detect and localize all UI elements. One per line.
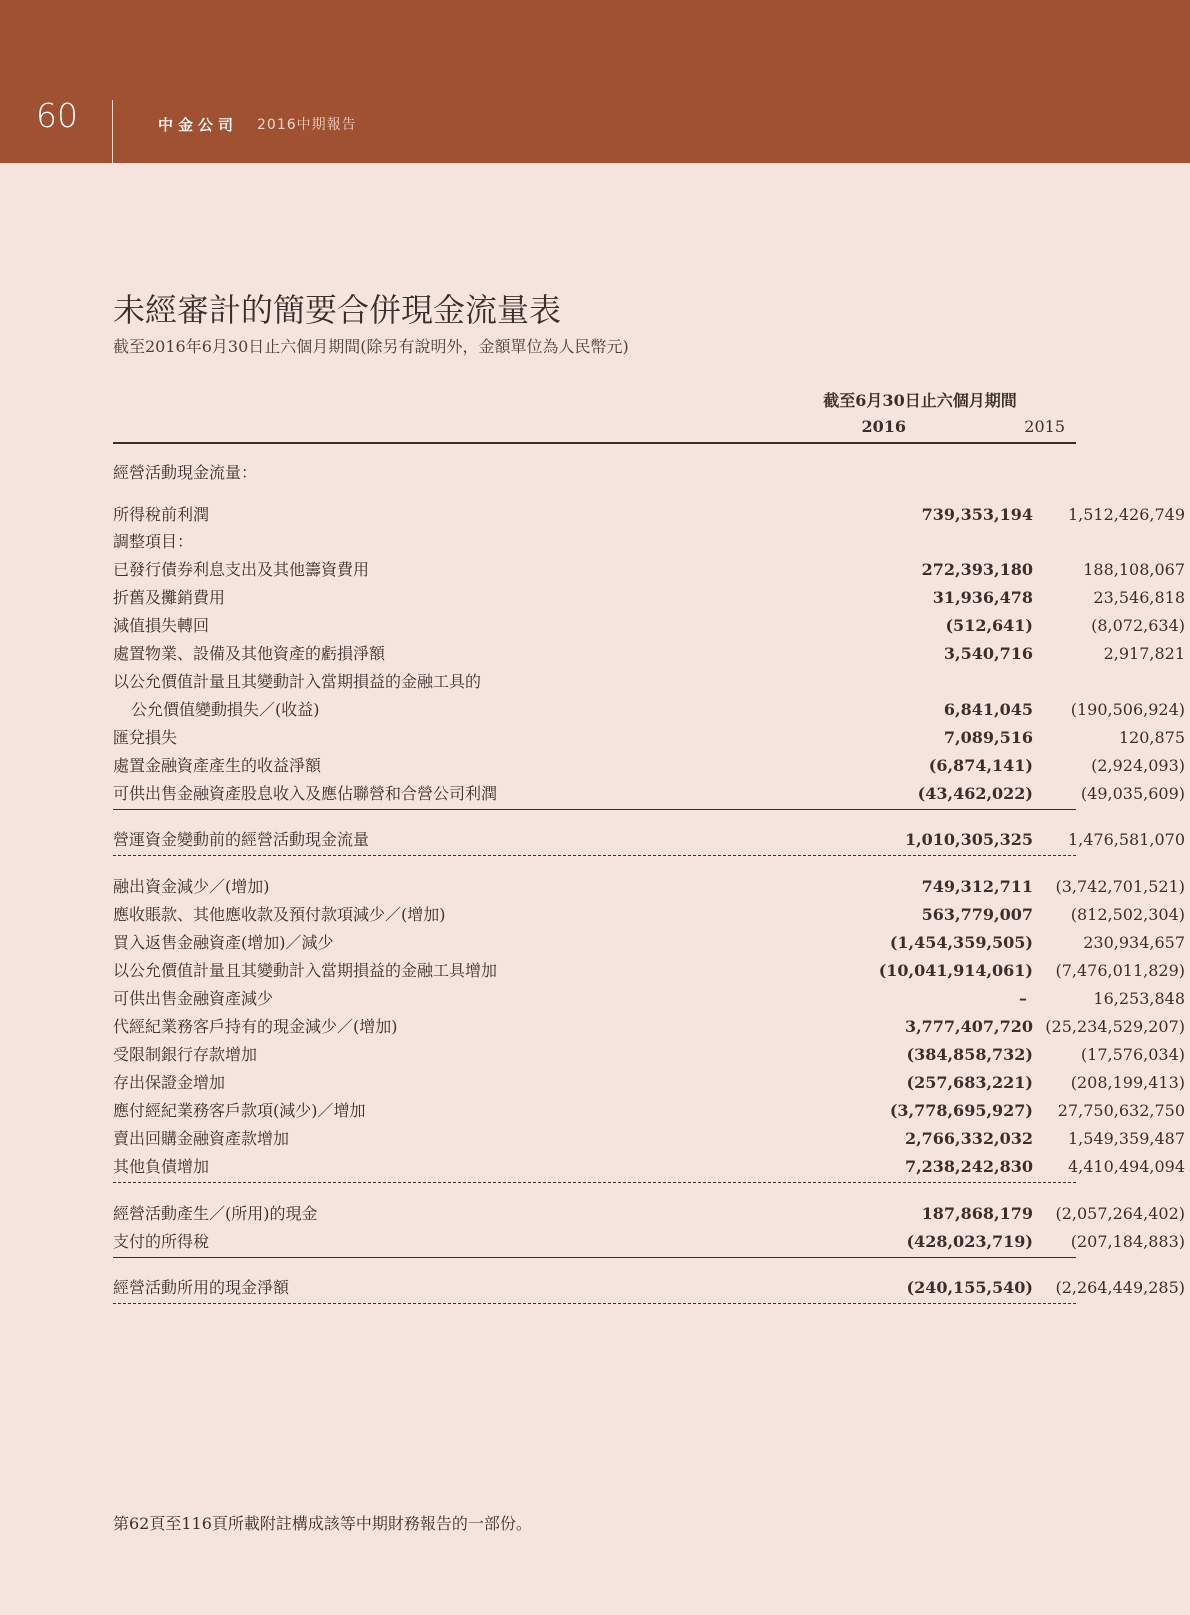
value-2015: 120,875 <box>1118 728 1185 747</box>
table-row <box>113 753 1185 779</box>
value-2015: 27,750,632,750 <box>1057 1101 1185 1120</box>
subtotal-rule <box>113 1257 1076 1258</box>
table-row <box>113 529 1076 555</box>
footnote: 第62頁至116頁所載附註構成該等中期財務報告的一部份。 <box>113 1514 532 1533</box>
page-title: 未經審計的簡要合併現金流量表 <box>113 291 562 329</box>
value-2015: (208,199,413) <box>1070 1073 1185 1092</box>
value-2016: 31,936,478 <box>932 588 1033 607</box>
value-2015: 23,546,818 <box>1093 588 1185 607</box>
value-2015: (25,234,529,207) <box>1045 1017 1185 1036</box>
row-label: 存出保證金增加 <box>113 1073 226 1092</box>
table-row <box>113 1201 1185 1227</box>
value-2015: 1,512,426,749 <box>1067 505 1185 524</box>
value-2015: (7,476,011,829) <box>1055 961 1185 980</box>
table-row <box>113 827 1185 853</box>
value-2016: 739,353,194 <box>921 505 1033 524</box>
row-label: 處置金融資產產生的收益淨額 <box>113 756 322 775</box>
dashed-rule <box>113 855 1076 856</box>
row-label: 減值損失轉回 <box>113 616 210 635</box>
table-row <box>113 460 1076 486</box>
value-2015: 230,934,657 <box>1083 933 1185 952</box>
value-2016: 7,238,242,830 <box>904 1157 1033 1176</box>
value-2016: 3,540,716 <box>943 644 1033 663</box>
value-2016: (3,778,695,927) <box>889 1101 1033 1120</box>
row-label: 經營活動現金流量： <box>113 463 258 482</box>
column-header-2016: 2016 <box>861 417 906 436</box>
row-label: 調整項目： <box>113 532 194 551</box>
table-row <box>113 986 1185 1012</box>
value-2015: (2,057,264,402) <box>1055 1204 1185 1223</box>
value-2016: 3,777,407,720 <box>904 1017 1033 1036</box>
value-2016: (257,683,221) <box>906 1073 1033 1092</box>
value-2015: 4,410,494,094 <box>1067 1157 1185 1176</box>
table-row <box>113 1126 1185 1152</box>
value-2016: (10,041,914,061) <box>878 961 1033 980</box>
value-2016: (43,462,022) <box>917 784 1033 803</box>
row-label: 處置物業、設備及其他資產的虧損淨額 <box>113 644 386 663</box>
value-2015: (49,035,609) <box>1080 784 1185 803</box>
row-label: 賣出回購金融資產款增加 <box>113 1129 290 1148</box>
row-label: 買入返售金融資產(增加)／減少 <box>113 933 334 952</box>
table-row <box>113 1275 1185 1301</box>
value-2015: (17,576,034) <box>1080 1045 1185 1064</box>
table-row <box>113 902 1185 928</box>
row-label: 經營活動產生／(所用)的現金 <box>113 1204 318 1223</box>
period-header: 截至6月30日止六個月期間 <box>823 391 1017 410</box>
value-2015: 2,917,821 <box>1103 644 1185 663</box>
value-2016: 6,841,045 <box>943 700 1033 719</box>
dashed-rule <box>113 1303 1076 1304</box>
subtotal-rule <box>113 809 1076 810</box>
value-2015: (812,502,304) <box>1070 905 1185 924</box>
row-label: 代經紀業務客戶持有的現金減少／(增加) <box>113 1017 398 1036</box>
value-2016: 7,089,516 <box>943 728 1033 747</box>
value-2016: 2,766,332,032 <box>904 1129 1033 1148</box>
report-name: 2016中期報告 <box>257 117 357 133</box>
value-2016: 1,010,305,325 <box>904 830 1033 849</box>
column-header-2015: 2015 <box>1024 417 1065 436</box>
brand-name: 中金公司 <box>158 116 239 134</box>
value-2016: (6,874,141) <box>928 756 1033 775</box>
value-2016: 563,779,007 <box>921 905 1033 924</box>
row-label: 融出資金減少／(增加) <box>113 877 270 896</box>
table-row <box>113 725 1185 751</box>
row-label: 匯兌損失 <box>113 728 178 747</box>
row-label: 可供出售金融資產減少 <box>113 989 274 1008</box>
value-2015: (2,264,449,285) <box>1055 1278 1185 1297</box>
table-row <box>113 613 1185 639</box>
table-row <box>113 557 1185 583</box>
row-label: 已發行債券利息支出及其他籌資費用 <box>113 560 370 579</box>
row-label: 折舊及攤銷費用 <box>113 588 226 607</box>
table-row <box>113 874 1185 900</box>
value-2016: (1,454,359,505) <box>889 933 1033 952</box>
value-2015: 1,476,581,070 <box>1067 830 1185 849</box>
row-label: 其他負債增加 <box>113 1157 210 1176</box>
value-2016: 187,868,179 <box>921 1204 1033 1223</box>
row-label: 營運資金變動前的經營活動現金流量 <box>113 830 370 849</box>
value-2015: (207,184,883) <box>1070 1232 1185 1251</box>
row-label: 經營活動所用的現金淨額 <box>113 1278 290 1297</box>
row-label: 支付的所得稅 <box>113 1232 210 1251</box>
value-2015: 188,108,067 <box>1083 560 1185 579</box>
dashed-rule <box>113 1182 1076 1183</box>
table-row <box>113 502 1185 528</box>
table-row <box>113 1042 1185 1068</box>
value-2016: 272,393,180 <box>921 560 1033 579</box>
value-2016: (384,858,732) <box>906 1045 1033 1064</box>
table-row <box>113 1154 1185 1180</box>
table-row <box>113 585 1185 611</box>
row-label: 受限制銀行存款增加 <box>113 1045 258 1064</box>
value-2015: 1,549,359,487 <box>1067 1129 1185 1148</box>
value-2016: 749,312,711 <box>921 877 1033 896</box>
row-label: 應收賬款、其他應收款及預付款項減少／(增加) <box>113 905 446 924</box>
row-label: 可供出售金融資產股息收入及應佔聯營和合營公司利潤 <box>113 784 498 803</box>
row-label: 所得稅前利潤 <box>113 505 210 524</box>
value-2015: (2,924,093) <box>1091 756 1185 775</box>
table-row <box>113 669 1076 695</box>
value-2015: 16,253,848 <box>1093 989 1185 1008</box>
table-row <box>113 1070 1185 1096</box>
value-2015: (190,506,924) <box>1070 700 1185 719</box>
value-2015: (8,072,634) <box>1091 616 1185 635</box>
page-number: 60 <box>36 96 78 135</box>
table-row <box>113 641 1185 667</box>
value-2016: (240,155,540) <box>906 1278 1033 1297</box>
table-row <box>113 1014 1185 1040</box>
table-row <box>113 930 1185 956</box>
row-label: 以公允價值計量且其變動計入當期損益的金融工具的 <box>113 672 482 691</box>
value-2016: (512,641) <box>945 616 1033 635</box>
row-label: 以公允價值計量且其變動計入當期損益的金融工具增加 <box>113 961 498 980</box>
value-2015: (3,742,701,521) <box>1055 877 1185 896</box>
page-subtitle: 截至2016年6月30日止六個月期間(除另有說明外，金額單位為人民幣元) <box>113 337 629 356</box>
row-label: 應付經紀業務客戶款項(減少)／增加 <box>113 1101 366 1120</box>
value-2016: (428,023,719) <box>906 1232 1033 1251</box>
table-row <box>113 1229 1185 1255</box>
table-row <box>113 1098 1185 1124</box>
row-label: 公允價值變動損失／(收益) <box>131 700 320 719</box>
table-row <box>113 958 1185 984</box>
value-2016: – <box>1019 989 1027 1008</box>
table-row <box>113 697 1185 723</box>
table-row <box>113 781 1185 807</box>
